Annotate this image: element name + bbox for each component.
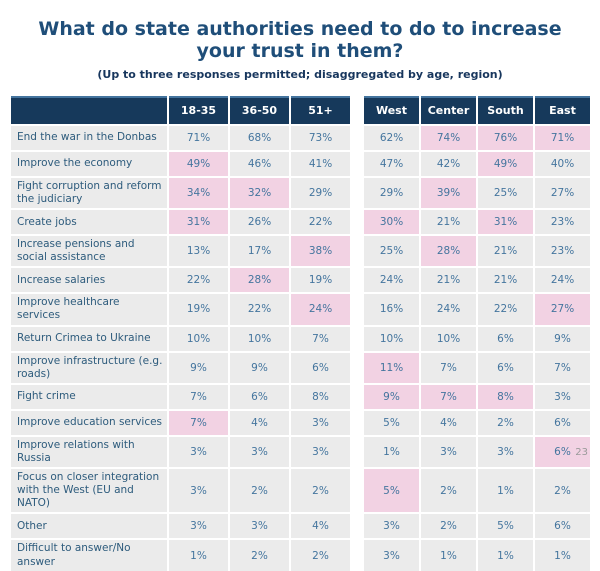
value-cell: 22% — [291, 210, 350, 234]
table-row — [11, 327, 590, 351]
value-cell: 25% — [478, 178, 533, 208]
table-row — [11, 385, 590, 409]
value-cell: 10% — [421, 327, 476, 351]
value-cell: 6% — [535, 437, 590, 467]
row-label: Focus on closer integration with the West (EU and NATO) — [11, 469, 167, 512]
value-cell: 76% — [478, 126, 533, 150]
table-group-gap — [352, 385, 362, 409]
value-cell: 73% — [291, 126, 350, 150]
value-cell: 3% — [535, 385, 590, 409]
value-cell: 6% — [230, 385, 289, 409]
value-cell: 7% — [421, 385, 476, 409]
row-label: Create jobs — [11, 210, 167, 234]
value-cell: 5% — [364, 469, 419, 512]
value-cell: 2% — [291, 469, 350, 512]
value-cell: 6% — [291, 353, 350, 383]
value-cell: 32% — [230, 178, 289, 208]
column-header-age-18-35: 18-35 — [169, 96, 228, 124]
row-label: Improve education services — [11, 411, 167, 435]
value-cell: 5% — [364, 411, 419, 435]
value-cell: 30% — [364, 210, 419, 234]
table-row — [11, 437, 590, 467]
value-cell: 11% — [364, 353, 419, 383]
value-cell: 21% — [478, 268, 533, 292]
value-cell: 10% — [364, 327, 419, 351]
row-label: Improve relations with Russia — [11, 437, 167, 467]
value-cell: 27% — [535, 294, 590, 324]
value-cell: 2% — [230, 469, 289, 512]
value-cell: 7% — [535, 353, 590, 383]
column-header-region-west: West — [364, 96, 419, 124]
value-cell: 26% — [230, 210, 289, 234]
row-label: Improve the economy — [11, 152, 167, 176]
row-label: Other — [11, 514, 167, 538]
column-header-region-center: Center — [421, 96, 476, 124]
value-cell: 3% — [230, 514, 289, 538]
value-cell: 2% — [478, 411, 533, 435]
value-cell: 4% — [421, 411, 476, 435]
table-row — [11, 152, 590, 176]
value-cell: 39% — [421, 178, 476, 208]
table-group-gap — [352, 294, 362, 324]
value-cell: 24% — [291, 294, 350, 324]
value-cell: 10% — [230, 327, 289, 351]
value-cell: 71% — [535, 126, 590, 150]
table-group-gap — [352, 353, 362, 383]
value-cell: 21% — [478, 236, 533, 266]
value-cell: 1% — [478, 540, 533, 570]
value-cell: 6% — [478, 353, 533, 383]
table-row — [11, 126, 590, 150]
value-cell: 49% — [169, 152, 228, 176]
value-cell: 22% — [478, 294, 533, 324]
value-cell: 7% — [169, 385, 228, 409]
value-cell: 74% — [421, 126, 476, 150]
table-group-gap — [352, 268, 362, 292]
table-row — [11, 353, 590, 383]
table-row — [11, 236, 590, 266]
row-label: Increase salaries — [11, 268, 167, 292]
value-cell: 6% — [535, 411, 590, 435]
value-cell: 1% — [535, 540, 590, 570]
value-cell: 3% — [421, 437, 476, 467]
value-cell: 4% — [230, 411, 289, 435]
value-cell: 9% — [169, 353, 228, 383]
value-cell: 5% — [478, 514, 533, 538]
value-cell: 19% — [291, 268, 350, 292]
value-cell: 6% — [478, 327, 533, 351]
value-cell: 29% — [364, 178, 419, 208]
value-cell: 34% — [169, 178, 228, 208]
value-cell: 17% — [230, 236, 289, 266]
value-cell: 3% — [364, 514, 419, 538]
value-cell: 1% — [478, 469, 533, 512]
table-group-gap — [352, 178, 362, 208]
value-cell: 9% — [364, 385, 419, 409]
table-row — [11, 469, 590, 512]
value-cell: 3% — [478, 437, 533, 467]
value-cell: 4% — [291, 514, 350, 538]
value-cell: 22% — [169, 268, 228, 292]
column-header-age-51plus: 51+ — [291, 96, 350, 124]
column-header-blank — [11, 96, 167, 124]
row-label: Return Crimea to Ukraine — [11, 327, 167, 351]
value-cell: 19% — [169, 294, 228, 324]
value-cell: 9% — [230, 353, 289, 383]
row-label: Increase pensions and social assistance — [11, 236, 167, 266]
value-cell: 7% — [169, 411, 228, 435]
table-group-gap — [352, 514, 362, 538]
value-cell: 2% — [421, 469, 476, 512]
table-row — [11, 411, 590, 435]
value-cell: 2% — [421, 514, 476, 538]
table-group-gap — [352, 96, 362, 124]
value-cell: 7% — [291, 327, 350, 351]
row-label: End the war in the Donbas — [11, 126, 167, 150]
table-body — [11, 126, 590, 571]
value-cell: 68% — [230, 126, 289, 150]
page-number: 23 — [575, 447, 588, 458]
value-cell: 10% — [169, 327, 228, 351]
column-header-age-36-50: 36-50 — [230, 96, 289, 124]
value-cell: 13% — [169, 236, 228, 266]
value-cell: 24% — [364, 268, 419, 292]
table-row — [11, 210, 590, 234]
value-cell: 47% — [364, 152, 419, 176]
column-header-region-east: East — [535, 96, 590, 124]
table-row — [11, 540, 590, 570]
value-cell: 3% — [230, 437, 289, 467]
value-cell: 3% — [291, 411, 350, 435]
table-group-gap — [352, 540, 362, 570]
table-row — [11, 294, 590, 324]
value-cell: 27% — [535, 178, 590, 208]
value-cell: 31% — [169, 210, 228, 234]
value-cell: 42% — [421, 152, 476, 176]
value-cell: 21% — [421, 210, 476, 234]
table-group-gap — [352, 327, 362, 351]
value-cell: 3% — [169, 469, 228, 512]
value-cell: 29% — [291, 178, 350, 208]
value-cell: 7% — [421, 353, 476, 383]
value-cell: 28% — [230, 268, 289, 292]
value-cell: 1% — [364, 437, 419, 467]
column-header-region-south: South — [478, 96, 533, 124]
table-group-gap — [352, 236, 362, 266]
value-cell: 23% — [535, 236, 590, 266]
row-label: Difficult to answer/No answer — [11, 540, 167, 570]
value-cell: 21% — [421, 268, 476, 292]
value-cell: 16% — [364, 294, 419, 324]
value-cell: 2% — [291, 540, 350, 570]
row-label: Improve infrastructure (e.g. roads) — [11, 353, 167, 383]
survey-table — [11, 96, 590, 571]
table-header-row — [11, 96, 590, 124]
row-label: Fight corruption and reform the judiciary — [11, 178, 167, 208]
table-group-gap — [352, 437, 362, 467]
value-cell: 62% — [364, 126, 419, 150]
value-cell: 38% — [291, 236, 350, 266]
value-cell: 24% — [535, 268, 590, 292]
value-cell: 40% — [535, 152, 590, 176]
table-group-gap — [352, 411, 362, 435]
value-cell: 41% — [291, 152, 350, 176]
table-group-gap — [352, 152, 362, 176]
row-label: Improve healthcare services — [11, 294, 167, 324]
page-subtitle: (Up to three responses permitted; disaggregated by age, region) — [97, 67, 503, 81]
value-cell: 49% — [478, 152, 533, 176]
table-group-gap — [352, 210, 362, 234]
value-cell: 9% — [535, 327, 590, 351]
value-cell: 28% — [421, 236, 476, 266]
value-cell: 2% — [535, 469, 590, 512]
row-label: Fight crime — [11, 385, 167, 409]
value-cell: 25% — [364, 236, 419, 266]
table-row — [11, 514, 590, 538]
value-cell: 3% — [169, 514, 228, 538]
table-group-gap — [352, 126, 362, 150]
value-cell: 8% — [291, 385, 350, 409]
table-row — [11, 268, 590, 292]
value-cell: 24% — [421, 294, 476, 324]
value-cell: 3% — [169, 437, 228, 467]
value-cell: 6% — [535, 514, 590, 538]
value-cell: 3% — [364, 540, 419, 570]
value-cell: 2% — [230, 540, 289, 570]
value-cell: 31% — [478, 210, 533, 234]
page-title: What do state authorities need to do to increase your trust in them? — [38, 18, 562, 63]
value-cell: 8% — [478, 385, 533, 409]
value-cell: 22% — [230, 294, 289, 324]
value-cell: 1% — [421, 540, 476, 570]
value-cell: 46% — [230, 152, 289, 176]
value-cell: 3% — [291, 437, 350, 467]
table-group-gap — [352, 469, 362, 512]
value-cell: 1% — [169, 540, 228, 570]
value-cell: 71% — [169, 126, 228, 150]
value-cell: 23% — [535, 210, 590, 234]
table-row — [11, 178, 590, 208]
